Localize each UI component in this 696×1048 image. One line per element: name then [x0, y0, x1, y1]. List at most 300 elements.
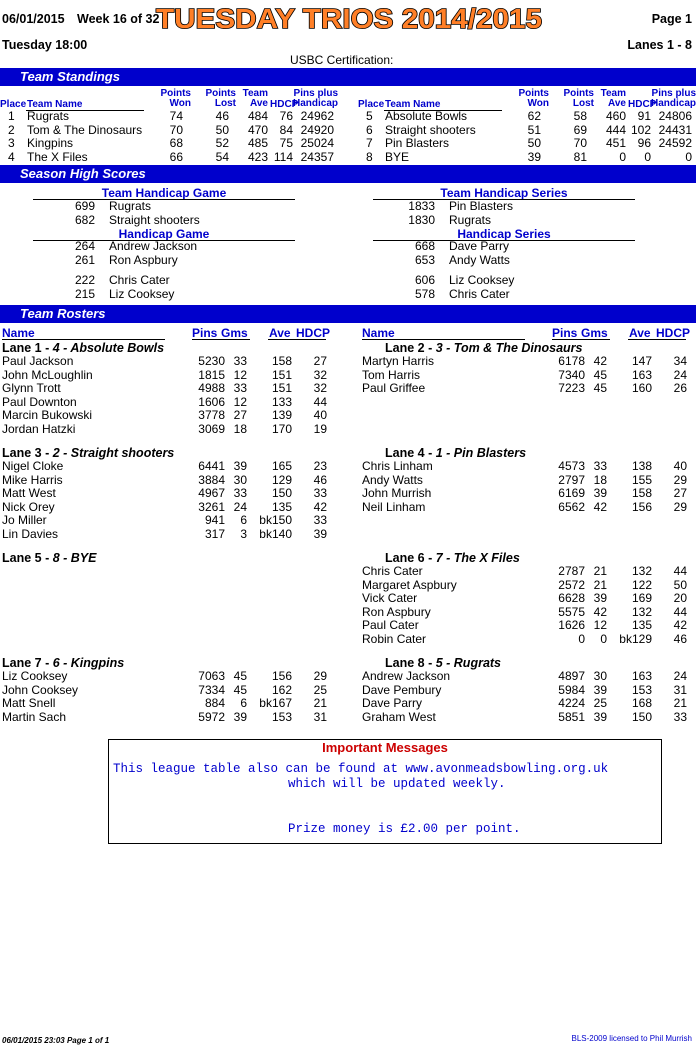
usbc-certification: USBC Certification: — [290, 53, 394, 67]
col-team-name: Team Name — [27, 99, 83, 110]
player-name: Liz Cooksey — [2, 669, 68, 683]
player-name: Glynn Trott — [2, 381, 61, 395]
player-handicap: 21 — [673, 696, 687, 710]
high-score-value: 682 — [74, 212, 95, 227]
high-score-name: Pin Blasters — [449, 199, 514, 213]
player-handicap: 31 — [313, 709, 327, 724]
player-average: 122 — [631, 577, 652, 592]
lane-label: Lane 4 — [385, 446, 425, 460]
player-average: 135 — [271, 499, 292, 514]
player-games: 6 — [240, 696, 247, 710]
high-score-value: 578 — [414, 286, 435, 301]
standing-ave: 444 — [605, 122, 626, 137]
standing-hdcp: 91 — [637, 109, 651, 123]
lane-label: Lane 3 — [2, 446, 42, 460]
standing-ave: 451 — [605, 136, 626, 150]
player-pins: 0 — [578, 631, 585, 646]
player-pins: 3884 — [198, 472, 225, 487]
player-pins: 1815 — [198, 367, 225, 382]
player-handicap: 26 — [673, 381, 687, 395]
team-rosters-bar — [0, 305, 696, 323]
high-score-name: Andrew Jackson — [109, 239, 198, 253]
standing-pins: 24920 — [300, 122, 334, 137]
player-name: Vick Cater — [362, 591, 418, 605]
standing-pins: 24431 — [658, 122, 692, 137]
high-score-value: 699 — [74, 199, 95, 213]
player-games: 33 — [233, 354, 247, 368]
team-standings-title: Team Standings — [20, 69, 120, 84]
standing-ave: 470 — [247, 122, 268, 137]
player-name: Chris Cater — [362, 564, 423, 578]
player-pins: 3069 — [198, 421, 225, 436]
standing-won: 66 — [169, 149, 183, 164]
lane-label: Lane 8 — [385, 656, 425, 670]
col-team-ave: Team Ave — [600, 88, 626, 109]
col-team-name: Team Name — [385, 99, 441, 110]
player-pins: 1626 — [558, 618, 585, 632]
player-pins: 5851 — [558, 709, 585, 724]
high-score-name: Liz Cooksey — [449, 273, 515, 287]
print-date: 06/01/2015 — [2, 12, 65, 26]
standing-team: Straight shooters — [385, 122, 476, 137]
roster-col-hdcp: HDCP — [656, 326, 691, 340]
standing-lost: 52 — [215, 136, 229, 150]
high-score-value: 215 — [74, 286, 95, 301]
lane-team-name: 6 - Kingpins — [52, 656, 125, 670]
player-average: 163 — [631, 669, 652, 683]
footer-timestamp: 06/01/2015 23:03 Page 1 of 1 — [2, 1036, 110, 1045]
high-score-name: Rugrats — [109, 199, 152, 213]
high-score-name: Andy Watts — [449, 253, 510, 267]
lane-team-name: 2 - Straight shooters — [52, 446, 175, 460]
player-games: 12 — [233, 394, 247, 409]
player-name: Paul Downton — [2, 394, 77, 409]
high-score-name: Chris Cater — [109, 273, 170, 287]
standing-won: 50 — [527, 136, 541, 150]
player-name: Tom Harris — [362, 367, 421, 382]
standing-team: The X Files — [27, 149, 88, 164]
roster-col-ave: Ave — [269, 326, 291, 340]
high-score-heading: Handicap Game — [118, 227, 210, 241]
col-points-won: Points Won — [518, 88, 549, 109]
player-games: 30 — [233, 472, 247, 487]
standing-hdcp: 96 — [637, 136, 651, 150]
league-title — [154, 2, 546, 34]
roster-col-name: Name — [2, 326, 35, 340]
standing-team: Rugrats — [27, 109, 70, 123]
player-average: 129 — [271, 472, 292, 487]
player-pins: 3778 — [198, 408, 225, 422]
player-pins: 884 — [204, 696, 225, 710]
standing-hdcp: 102 — [630, 122, 651, 137]
standing-place: 3 — [8, 136, 15, 150]
lane-label: Lane 5 — [2, 551, 42, 565]
lane-label: Lane 7 — [2, 656, 42, 670]
player-name: Andy Watts — [362, 472, 423, 487]
col-hdcp: HDCP — [628, 99, 657, 110]
page-number: Page 1 — [651, 12, 692, 26]
standing-hdcp: 114 — [273, 149, 293, 164]
lane-separator: - — [424, 446, 436, 460]
standing-hdcp: 76 — [279, 109, 293, 123]
lane-label: Lane 6 — [385, 551, 425, 565]
lane-team-name: 7 - The X Files — [435, 551, 520, 565]
col-place: Place — [358, 99, 385, 110]
player-handicap: 44 — [673, 604, 687, 619]
player-handicap: 44 — [673, 564, 687, 578]
lane-heading — [2, 341, 164, 355]
player-pins: 7063 — [198, 669, 225, 683]
player-average: 158 — [271, 354, 292, 368]
lane-label: Lane 2 — [385, 341, 425, 355]
player-name: Ron Aspbury — [362, 604, 431, 619]
lane-team-name: 8 - BYE — [52, 551, 97, 565]
player-handicap: 33 — [673, 709, 687, 724]
player-average: 151 — [271, 367, 292, 382]
player-average: bk167 — [259, 696, 292, 710]
standing-won: 68 — [169, 136, 183, 150]
player-average: bk140 — [259, 526, 292, 541]
player-games: 45 — [593, 381, 607, 395]
player-name: Andrew Jackson — [362, 669, 451, 683]
standing-won: 62 — [527, 109, 541, 123]
standing-place: 6 — [366, 122, 373, 137]
player-average: 153 — [271, 709, 292, 724]
lane-team-name: 3 - Tom & The Dinosaurs — [435, 341, 583, 355]
player-games: 18 — [233, 421, 247, 436]
player-average: 139 — [271, 408, 292, 422]
standing-team: Tom & The Dinosaurs — [27, 122, 143, 137]
lane-heading — [385, 551, 520, 565]
high-score-value: 606 — [414, 273, 435, 287]
team-rosters-title: Team Rosters — [20, 306, 106, 321]
standing-team: Absolute Bowls — [385, 109, 468, 123]
col-points-lost: Points Lost — [205, 88, 236, 109]
player-games: 45 — [233, 669, 247, 683]
player-games: 30 — [593, 669, 607, 683]
player-pins: 5230 — [198, 354, 225, 368]
player-average: 158 — [631, 486, 652, 500]
player-pins: 4967 — [198, 486, 225, 500]
player-pins: 2797 — [558, 472, 585, 487]
player-pins: 3261 — [198, 499, 225, 514]
standing-ave: 485 — [247, 136, 268, 150]
player-name: Nick Orey — [2, 499, 55, 514]
player-pins: 4573 — [558, 459, 585, 473]
player-games: 39 — [233, 459, 247, 473]
player-name: Martin Sach — [2, 709, 67, 724]
standing-hdcp: 75 — [279, 136, 293, 150]
player-pins: 6169 — [558, 486, 585, 500]
lane-heading — [385, 656, 501, 670]
standing-lost: 58 — [573, 109, 587, 123]
player-pins: 941 — [204, 513, 225, 527]
col-pins-handicap: Pins plus Handicap — [292, 88, 338, 109]
lane-team-name: 5 - Rugrats — [435, 656, 502, 670]
player-handicap: 32 — [313, 381, 327, 395]
high-score-value: 1833 — [408, 199, 435, 213]
player-pins: 7223 — [558, 381, 585, 395]
player-games: 39 — [593, 591, 607, 605]
roster-underline — [2, 339, 165, 340]
player-average: 168 — [631, 696, 652, 710]
col-points-lost: Points Lost — [563, 88, 594, 109]
player-games: 24 — [233, 499, 247, 514]
player-average: 151 — [271, 381, 292, 395]
player-name: Jordan Hatzki — [2, 421, 76, 436]
standing-won: 74 — [169, 109, 183, 123]
player-average: 155 — [631, 472, 652, 487]
lane-separator: - — [41, 551, 53, 565]
player-games: 0 — [600, 631, 607, 646]
player-handicap: 34 — [673, 354, 687, 368]
player-name: Nigel Cloke — [2, 459, 64, 473]
lane-team-name: 4 - Absolute Bowls — [52, 341, 165, 355]
player-handicap: 42 — [313, 499, 327, 514]
player-games: 33 — [233, 486, 247, 500]
player-pins: 1606 — [198, 394, 225, 409]
player-name: Graham West — [362, 709, 436, 724]
standing-won: 51 — [527, 122, 541, 137]
player-games: 21 — [593, 564, 607, 578]
player-handicap: 33 — [313, 513, 327, 527]
player-handicap: 29 — [313, 669, 327, 683]
standing-pins: 24962 — [300, 109, 334, 123]
player-handicap: 50 — [673, 577, 687, 592]
player-name: Dave Parry — [362, 696, 423, 710]
high-scores-bar — [0, 165, 696, 183]
high-score-value: 222 — [74, 273, 95, 287]
standing-lost: 54 — [215, 149, 229, 164]
player-handicap: 21 — [313, 696, 327, 710]
lane-separator: - — [424, 551, 436, 565]
player-pins: 5984 — [558, 682, 585, 697]
message-line-3: Prize money is £2.00 per point. — [288, 822, 521, 836]
col-team-ave: Team Ave — [242, 88, 268, 109]
standing-place: 5 — [366, 109, 373, 123]
roster-underline — [268, 339, 326, 340]
player-average: 156 — [271, 669, 292, 683]
player-handicap: 23 — [313, 459, 327, 473]
player-handicap: 42 — [673, 618, 687, 632]
lane-heading — [2, 656, 124, 670]
player-name: Neil Linham — [362, 499, 426, 514]
standing-pins: 24806 — [658, 109, 692, 123]
standing-place: 1 — [8, 109, 15, 123]
player-name: Paul Cater — [362, 618, 419, 632]
player-handicap: 31 — [673, 682, 687, 697]
high-score-value: 264 — [74, 239, 95, 253]
standing-hdcp: 0 — [644, 149, 651, 164]
player-handicap: 46 — [313, 472, 327, 487]
player-handicap: 24 — [673, 669, 687, 683]
player-pins: 6628 — [558, 591, 585, 605]
player-handicap: 44 — [313, 394, 327, 409]
player-games: 42 — [593, 604, 607, 619]
player-name: Chris Linham — [362, 459, 433, 473]
roster-underline — [192, 339, 250, 340]
high-score-heading: Team Handicap Game — [101, 186, 227, 200]
player-average: 160 — [631, 381, 652, 395]
day-time: Tuesday 18:00 — [2, 38, 88, 52]
player-average: 133 — [271, 394, 292, 409]
player-name: Robin Cater — [362, 631, 427, 646]
player-games: 39 — [593, 486, 607, 500]
player-games: 12 — [593, 618, 607, 632]
player-average: 135 — [631, 618, 652, 632]
player-handicap: 32 — [313, 367, 327, 382]
standing-team: BYE — [385, 149, 410, 164]
standing-team: Pin Blasters — [385, 136, 450, 150]
high-score-name: Rugrats — [449, 212, 492, 227]
player-handicap: 33 — [313, 486, 327, 500]
player-pins: 6441 — [198, 459, 225, 473]
player-handicap: 40 — [673, 459, 687, 473]
roster-col-pins: Pins — [192, 326, 218, 340]
player-pins: 5575 — [558, 604, 585, 619]
player-average: 169 — [631, 591, 652, 605]
player-games: 6 — [240, 513, 247, 527]
standing-lost: 70 — [573, 136, 587, 150]
standing-lost: 69 — [573, 122, 587, 137]
player-games: 12 — [233, 367, 247, 382]
standing-lost: 46 — [215, 109, 229, 123]
player-average: 156 — [631, 499, 652, 514]
player-games: 42 — [593, 354, 607, 368]
lane-separator: - — [41, 341, 53, 355]
player-name: John McLoughlin — [2, 367, 93, 382]
roster-underline — [628, 339, 686, 340]
high-score-value: 261 — [74, 253, 95, 267]
roster-col-gms: Gms — [581, 326, 608, 340]
svg-text:TUESDAY TRIOS 2014/2015: TUESDAY TRIOS 2014/2015 — [156, 3, 542, 34]
roster-col-pins: Pins — [552, 326, 578, 340]
high-score-heading: Team Handicap Series — [440, 186, 568, 200]
lane-label: Lane 1 — [2, 341, 42, 355]
player-name: Marcin Bukowski — [2, 408, 93, 422]
col-points-won: Points Won — [160, 88, 191, 109]
player-pins: 5972 — [198, 709, 225, 724]
player-handicap: 27 — [313, 354, 327, 368]
player-name: Martyn Harris — [362, 354, 435, 368]
player-average: 150 — [271, 486, 292, 500]
week-label: Week 16 of 32 — [77, 12, 160, 26]
roster-underline — [362, 339, 525, 340]
player-pins: 4988 — [198, 381, 225, 395]
player-average: 170 — [271, 421, 292, 436]
player-name: Dave Pembury — [362, 682, 442, 697]
standing-lost: 50 — [215, 122, 229, 137]
player-average: 132 — [631, 604, 652, 619]
high-score-name: Ron Aspbury — [109, 253, 178, 267]
lane-heading — [385, 446, 526, 460]
lane-separator: - — [41, 446, 53, 460]
standing-ave: 0 — [619, 149, 626, 164]
player-games: 33 — [233, 381, 247, 395]
lane-separator: - — [41, 656, 53, 670]
high-score-value: 1830 — [408, 212, 435, 227]
footer-license: BLS-2009 licensed to Phil Murrish — [571, 1034, 692, 1043]
player-games: 33 — [593, 459, 607, 473]
lane-separator: - — [424, 341, 436, 355]
player-handicap: 46 — [673, 631, 687, 646]
player-pins: 4224 — [558, 696, 585, 710]
player-average: 153 — [631, 682, 652, 697]
col-place: Place — [0, 99, 27, 110]
standing-pins: 0 — [685, 149, 692, 164]
standing-won: 39 — [527, 149, 541, 164]
messages-title: Important Messages — [322, 740, 448, 755]
high-score-name: Straight shooters — [109, 212, 200, 227]
standing-won: 70 — [169, 122, 183, 137]
player-handicap: 25 — [313, 682, 327, 697]
standing-place: 7 — [366, 136, 373, 150]
standing-place: 4 — [8, 149, 15, 164]
player-handicap: 27 — [673, 486, 687, 500]
standing-place: 2 — [8, 122, 15, 137]
high-score-name: Liz Cooksey — [109, 286, 175, 301]
important-messages-box — [108, 739, 662, 844]
player-games: 45 — [593, 367, 607, 382]
message-line-2: which will be updated weekly. — [288, 777, 506, 791]
standing-place: 8 — [366, 149, 373, 164]
player-pins: 2572 — [558, 577, 585, 592]
player-handicap: 24 — [673, 367, 687, 382]
team-standings-bar — [0, 68, 696, 86]
player-games: 21 — [593, 577, 607, 592]
standing-pins: 25024 — [300, 136, 334, 150]
standing-hdcp: 84 — [279, 122, 293, 137]
player-name: John Murrish — [362, 486, 432, 500]
player-average: bk150 — [259, 513, 292, 527]
player-name: Lin Davies — [2, 526, 59, 541]
player-handicap: 20 — [673, 591, 687, 605]
player-name: Paul Jackson — [2, 354, 74, 368]
high-score-heading: Handicap Series — [457, 227, 551, 241]
player-games: 39 — [233, 709, 247, 724]
player-pins: 4897 — [558, 669, 585, 683]
roster-underline — [552, 339, 610, 340]
player-average: 132 — [631, 564, 652, 578]
col-pins-handicap: Pins plus Handicap — [650, 88, 696, 109]
roster-col-hdcp: HDCP — [296, 326, 331, 340]
standing-team: Kingpins — [27, 136, 74, 150]
standing-ave: 423 — [247, 149, 268, 164]
player-handicap: 39 — [313, 526, 327, 541]
roster-col-ave: Ave — [629, 326, 651, 340]
high-score-value: 668 — [414, 239, 435, 253]
player-name: Jo Miller — [2, 513, 47, 527]
player-average: bk129 — [619, 631, 652, 646]
roster-col-name: Name — [362, 326, 395, 340]
player-games: 42 — [593, 499, 607, 514]
player-handicap: 29 — [673, 472, 687, 487]
player-average: 138 — [631, 459, 652, 473]
col-hdcp: HDCP — [270, 99, 299, 110]
player-pins: 317 — [204, 526, 225, 541]
player-name: Matt Snell — [2, 696, 56, 710]
standing-pins: 24592 — [658, 136, 692, 150]
player-name: Paul Griffee — [362, 381, 426, 395]
player-games: 45 — [233, 682, 247, 697]
standing-lost: 81 — [573, 149, 587, 164]
lane-separator: - — [424, 656, 436, 670]
lane-heading — [385, 341, 583, 355]
player-average: 165 — [271, 459, 292, 473]
lane-team-name: 1 - Pin Blasters — [435, 446, 527, 460]
player-games: 3 — [240, 526, 247, 541]
player-games: 27 — [233, 408, 247, 422]
